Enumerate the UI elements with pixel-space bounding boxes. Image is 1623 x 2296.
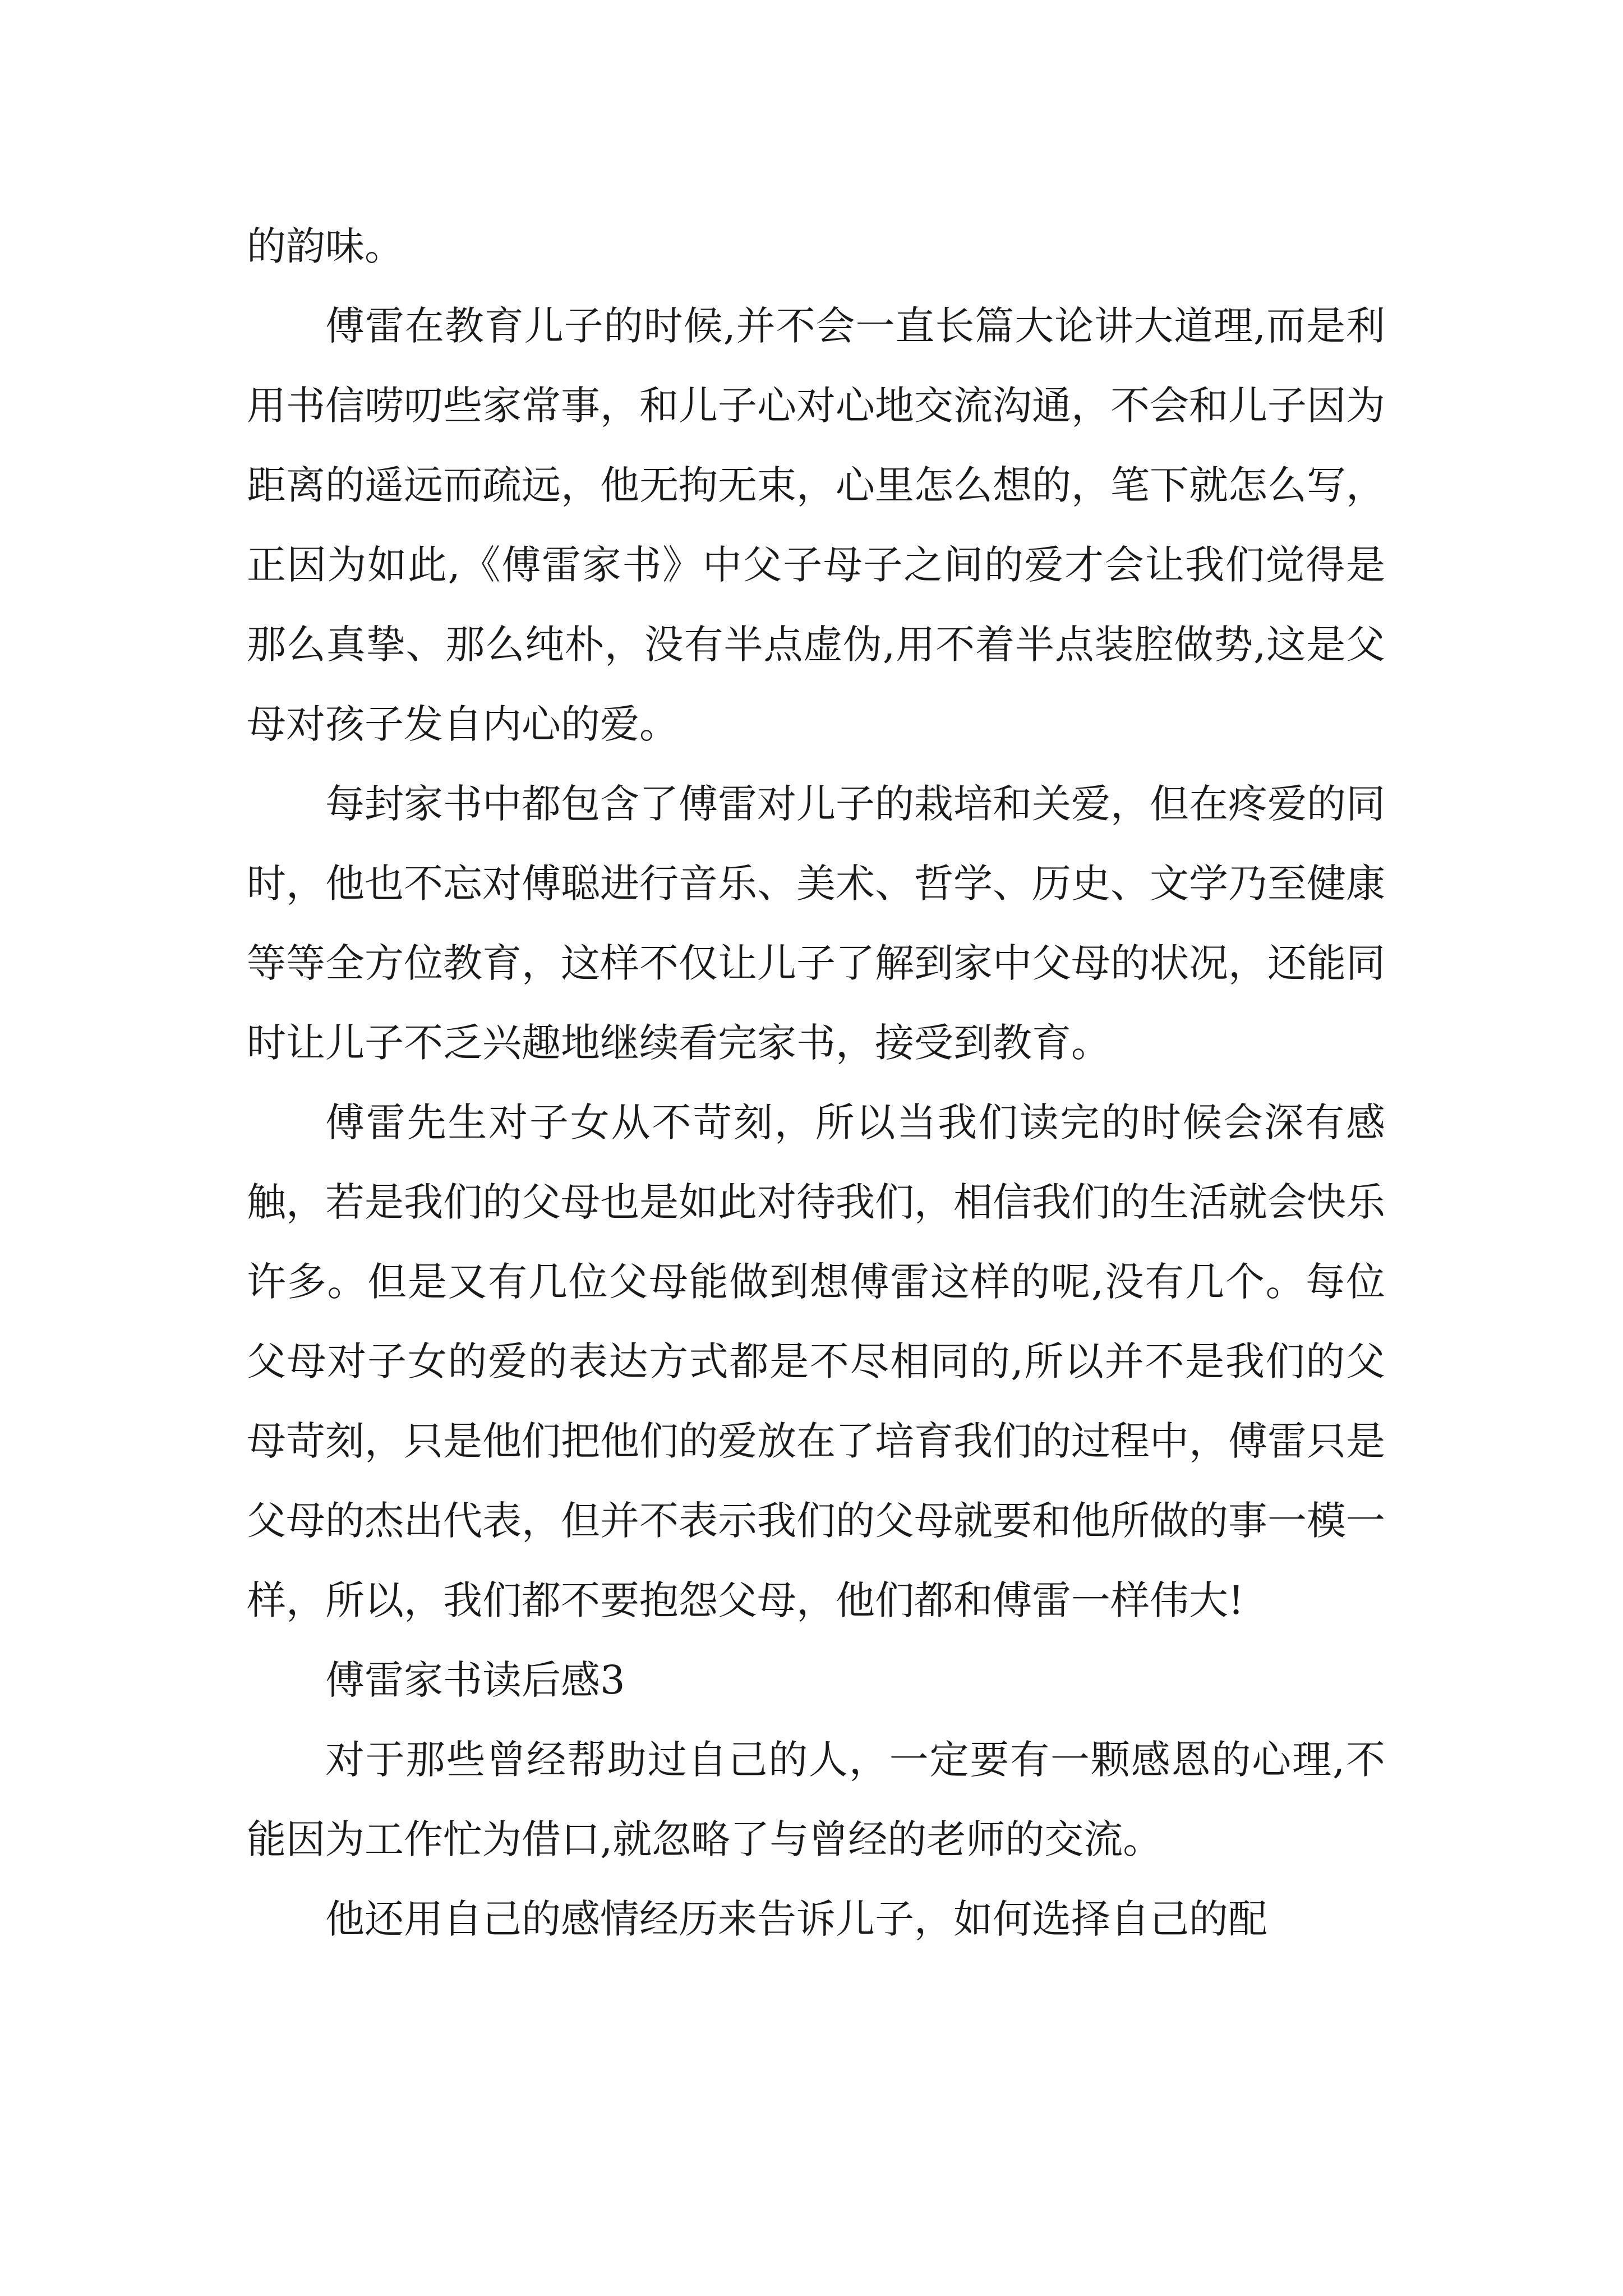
paragraph: 他还用自己的感情经历来告诉儿子，如何选择自己的配 [325, 1896, 1267, 1942]
body-text [247, 206, 1385, 1959]
section-heading: 傅雷家书读后感3 [325, 1657, 625, 1703]
paragraph: 每封家书中都包含了傅雷对儿子的栽培和关爱，但在疼爱的同时，他也不忘对傅聪进行音乐、美术、哲学、历史、文学乃至健康等等全方位教育，这样不仅让儿子了解到家中父母的状况，还能同时让儿子不乏兴趣地继续看完家书，接受到教育。 [247, 781, 1385, 1066]
paragraph: 傅雷在教育儿子的时候,并不会一直长篇大论讲大道理,而是利用书信唠叨些家常事，和儿子心对心地交流沟通，不会和儿子因为距离的遥远而疏远，他无拘无束，心里怎么想的，笔下就怎么写，正因为如此,《傅雷家书》中父子母子之间的爱才会让我们觉得是那么真挚、那么纯朴，没有半点虚伪,用不着半点装腔做势,这是父母对孩子发自内心的爱。 [247, 303, 1385, 747]
paragraph: 对于那些曾经帮助过自己的人，一定要有一颗感恩的心理,不能因为工作忙为借口,就忽略了与曾经的老师的交流。 [247, 1737, 1385, 1862]
paragraph-continuation: 的韵味。 [247, 223, 404, 269]
paragraph: 傅雷先生对子女从不苛刻，所以当我们读完的时候会深有感触，若是我们的父母也是如此对待我们，相信我们的生活就会快乐许多。但是又有几位父母能做到想傅雷这样的呢,没有几个。每位父母对子女的爱的表达方式都是不尽相同的,所以并不是我们的父母苛刻，只是他们把他们的爱放在了培育我们的过程中，傅雷只是父母的杰出代表，但并不表示我们的父母就要和他所做的事一模一样，所以，我们都不要抱怨父母，他们都和傅雷一样伟大! [247, 1099, 1385, 1623]
